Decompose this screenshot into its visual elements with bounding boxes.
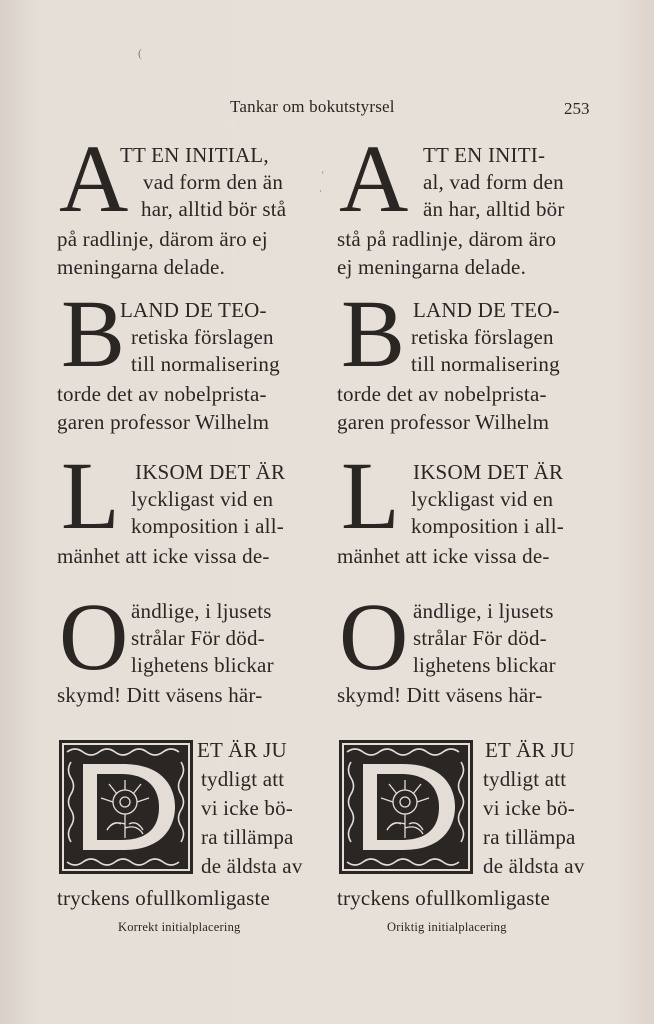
text-line: ET ÄR JU xyxy=(485,738,575,762)
text-line: ra tillämpa xyxy=(483,825,576,849)
text-line: LAND DE TEO- xyxy=(120,298,267,322)
text-line: skymd! Ditt väsens här- xyxy=(57,683,263,707)
initial-letter-b: B xyxy=(341,280,406,387)
text-line: lighetens blickar xyxy=(413,653,556,677)
text-line: mänhet att icke vissa de- xyxy=(57,544,270,568)
decorative-initial-d xyxy=(337,738,475,876)
initial-letter-a: A xyxy=(339,125,409,232)
decorative-initial-d xyxy=(57,738,195,876)
text-line: strålar För död- xyxy=(131,626,265,650)
text-line: mänhet att icke vissa de- xyxy=(337,544,550,568)
right-example-l xyxy=(337,442,592,602)
text-line: stå på radlinje, därom äro xyxy=(337,227,557,251)
text-line: torde det av nobelprista- xyxy=(337,382,547,406)
text-line: ändlige, i ljusets xyxy=(413,599,554,623)
right-example-d xyxy=(337,738,592,918)
text-line: till normalisering xyxy=(411,352,560,376)
text-line: tydligt att xyxy=(483,767,567,791)
left-example-l xyxy=(57,442,312,602)
caption-incorrect: Oriktig initialplacering xyxy=(387,920,507,934)
right-example-o xyxy=(337,583,592,741)
page-number: 253 xyxy=(564,99,590,118)
initial-letter-l: L xyxy=(341,442,400,549)
running-head: Tankar om bokutstyrsel xyxy=(230,97,395,116)
left-example-d xyxy=(57,738,312,918)
text-line: lyckligast vid en xyxy=(411,487,554,511)
text-line: retiska förslagen xyxy=(131,325,274,349)
text-line: komposition i all- xyxy=(411,514,564,538)
right-example-a xyxy=(337,125,592,285)
text-line: garen professor Wilhelm xyxy=(57,410,270,434)
initial-letter-a: A xyxy=(59,125,129,232)
text-line: vad form den än xyxy=(143,170,284,194)
text-line: TT EN INITIAL, xyxy=(120,143,269,167)
initial-letter-l: L xyxy=(61,442,120,549)
text-line: garen professor Wilhelm xyxy=(337,410,550,434)
text-line: lighetens blickar xyxy=(131,653,274,677)
text-line: vi icke bö- xyxy=(201,796,294,820)
text-line: ändlige, i ljusets xyxy=(131,599,272,623)
initial-letter-b: B xyxy=(61,280,126,387)
printing-speck: ' xyxy=(322,170,324,180)
printing-speck: · xyxy=(319,186,322,196)
pencil-mark: ( xyxy=(138,46,142,60)
text-line: IKSOM DET ÄR xyxy=(413,460,564,484)
initial-letter-o: O xyxy=(339,583,409,690)
text-line: LAND DE TEO- xyxy=(413,298,560,322)
text-line: ET ÄR JU xyxy=(197,738,287,762)
text-line: tryckens ofullkomligaste xyxy=(57,886,271,910)
text-line: IKSOM DET ÄR xyxy=(135,460,286,484)
left-example-a xyxy=(57,125,312,285)
text-line: retiska förslagen xyxy=(411,325,554,349)
left-example-o xyxy=(57,583,312,741)
text-line: tydligt att xyxy=(201,767,285,791)
text-line: torde det av nobelprista- xyxy=(57,382,267,406)
text-line: ej meningarna delade. xyxy=(337,255,527,279)
text-line: har, alltid bör stå xyxy=(141,197,287,221)
text-line: komposition i all- xyxy=(131,514,284,538)
text-line: de äldsta av xyxy=(201,854,303,878)
text-line: skymd! Ditt väsens här- xyxy=(337,683,543,707)
caption-correct: Korrekt initialplacering xyxy=(118,920,241,934)
text-line: än har, alltid bör xyxy=(423,197,565,221)
initial-letter-o: O xyxy=(59,583,129,690)
text-line: meningarna delade. xyxy=(57,255,226,279)
text-line: på radlinje, därom äro ej xyxy=(57,227,268,251)
text-line: ra tillämpa xyxy=(201,825,294,849)
text-line: strålar För död- xyxy=(413,626,547,650)
text-line: lyckligast vid en xyxy=(131,487,274,511)
left-example-b xyxy=(57,280,312,440)
text-line: till normalisering xyxy=(131,352,280,376)
text-line: vi icke bö- xyxy=(483,796,576,820)
text-line: de äldsta av xyxy=(483,854,585,878)
text-line: tryckens ofullkomligaste xyxy=(337,886,551,910)
text-line: al, vad form den xyxy=(423,170,564,194)
right-example-b xyxy=(337,280,592,440)
text-line: TT EN INITI- xyxy=(423,143,546,167)
